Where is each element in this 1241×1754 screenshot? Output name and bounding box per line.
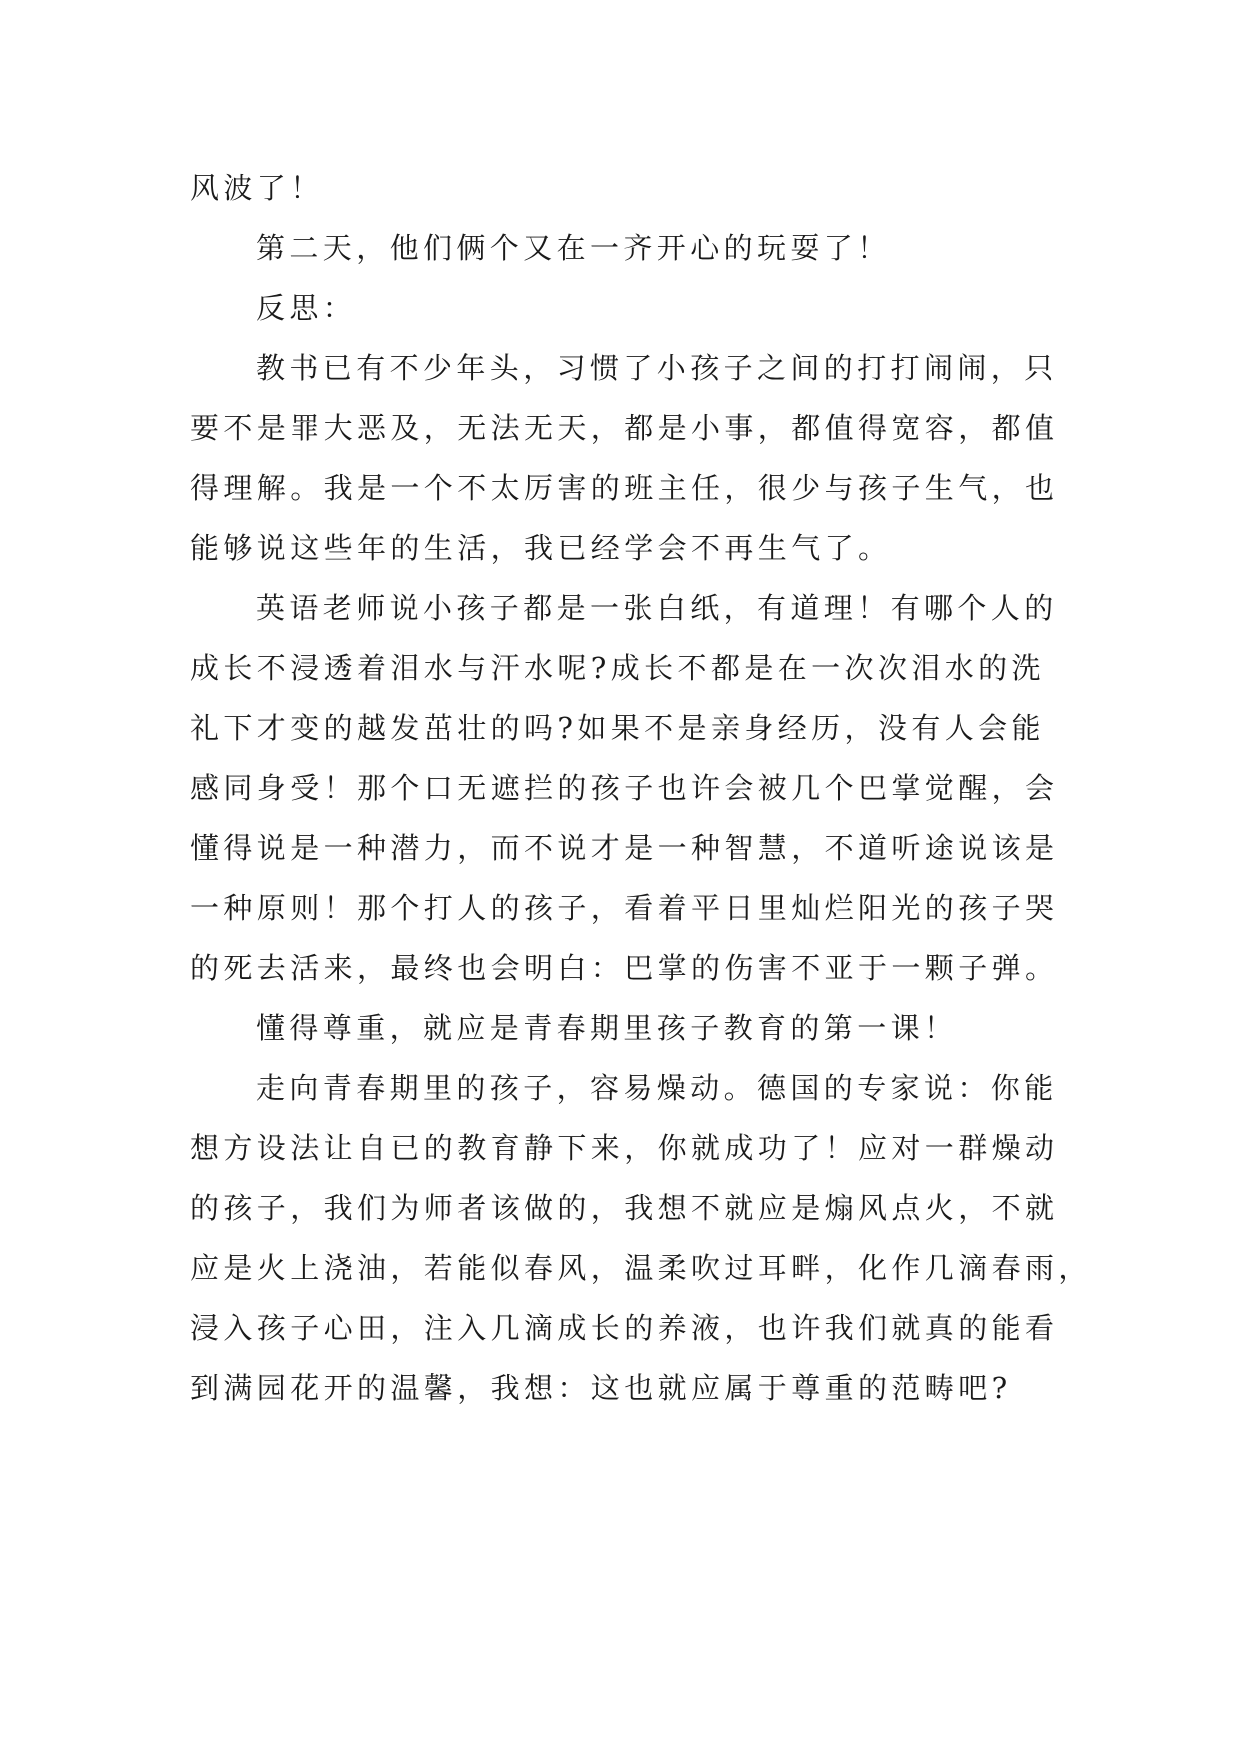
text-line: 的孩子，我们为师者该做的，我想不就应是煽风点火，不就 (190, 1191, 1059, 1225)
text-line: 能够说这些年的生活，我已经学会不再生气了。 (190, 531, 892, 565)
text-line: 第二天，他们俩个又在一齐开心的玩耍了！ (256, 231, 891, 265)
text-line: 到满园花开的温馨，我想：这也就应属于尊重的范畴吧? (190, 1371, 1012, 1405)
text-line: 走向青春期里的孩子，容易燥动。德国的专家说：你能 (256, 1071, 1058, 1105)
text-line: 教书已有不少年头，习惯了小孩子之间的打打闹闹，只 (256, 351, 1058, 385)
body-text (190, 158, 1090, 1418)
text-line: 得理解。我是一个不太厉害的班主任，很少与孩子生气，也 (190, 471, 1059, 505)
text-line: 反思： (256, 291, 357, 325)
text-line: 成长不浸透着泪水与汗水呢?成长不都是在一次次泪水的洗 (190, 651, 1045, 685)
text-line: 懂得尊重，就应是青春期里孩子教育的第一课！ (256, 1011, 958, 1045)
text-line: 风波了！ (190, 171, 324, 205)
text-line: 要不是罪大恶及，无法无天，都是小事，都值得宽容，都值 (190, 411, 1059, 445)
text-line: 礼下才变的越发茁壮的吗?如果不是亲身经历，没有人会能 (190, 711, 1045, 745)
text-line: 英语老师说小孩子都是一张白纸，有道理！有哪个人的 (256, 591, 1058, 625)
text-line: 一种原则！那个打人的孩子，看着平日里灿烂阳光的孩子哭 (190, 891, 1059, 925)
text-line: 浸入孩子心田，注入几滴成长的养液，也许我们就真的能看 (190, 1311, 1059, 1345)
text-line: 想方设法让自已的教育静下来，你就成功了！应对一群燥动 (190, 1131, 1059, 1165)
text-line: 懂得说是一种潜力，而不说才是一种智慧，不道听途说该是 (190, 831, 1059, 865)
text-line: 应是火上浇油，若能似春风，温柔吹过耳畔，化作几滴春雨， (190, 1251, 1092, 1285)
text-line: 的死去活来，最终也会明白：巴掌的伤害不亚于一颗子弹。 (190, 951, 1059, 985)
text-line: 感同身受！那个口无遮拦的孩子也许会被几个巴掌觉醒，会 (190, 771, 1059, 805)
